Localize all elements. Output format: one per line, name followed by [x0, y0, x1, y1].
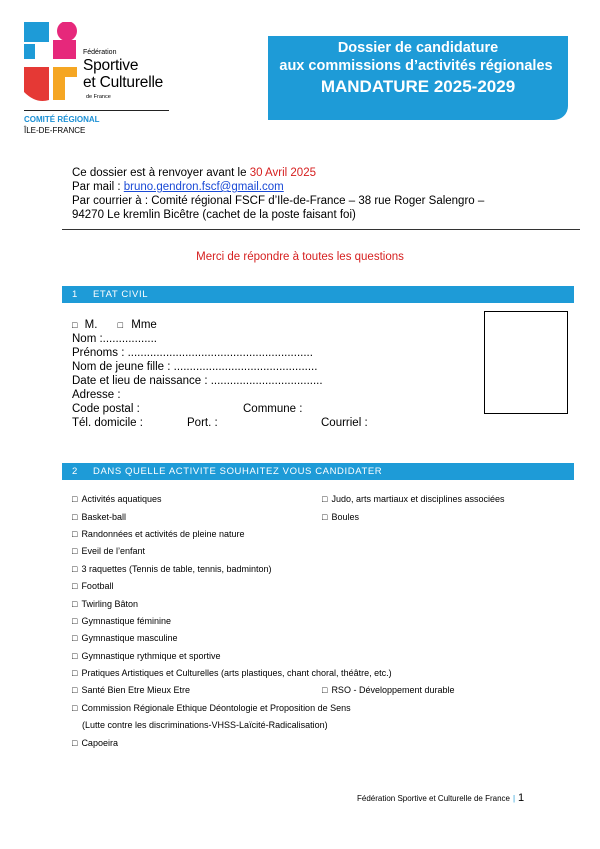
intro-divider [62, 229, 580, 230]
activity-item[interactable]: □ Commission Régionale Ethique Déontologie et Proposition de Sens [72, 703, 351, 713]
field-nom-jeune-fille[interactable]: Nom de jeune fille : ............................................. [72, 361, 318, 373]
banner-title-line2: aux commissions d’activités régionales [279, 58, 553, 74]
activity-item[interactable]: □ Gymnastique féminine [72, 616, 171, 626]
activity-item[interactable]: □ Activités aquatiques [72, 494, 162, 504]
field-courriel[interactable]: Courriel : [321, 417, 368, 429]
civilite-mme-label: Mme [131, 319, 157, 331]
checkbox-mme[interactable]: □ [117, 320, 124, 330]
activity-item[interactable]: □ Eveil de l’enfant [72, 546, 145, 556]
logo-federation-word: Fédération [83, 49, 117, 56]
checkbox-m[interactable]: □ [72, 320, 78, 330]
activity-item[interactable]: □ Judo, arts martiaux et disciplines associées [322, 494, 505, 504]
logo-line-culturelle: et Culturelle [83, 74, 164, 91]
activity-item[interactable]: □ 3 raquettes (Tennis de table, tennis, badminton) [72, 564, 272, 574]
field-nom[interactable]: Nom :................. [72, 333, 157, 345]
section2-title: DANS QUELLE ACTIVITE SOUHAITEZ VOUS CANDIDATER [93, 466, 383, 477]
photo-box[interactable] [484, 311, 568, 414]
banner-title-line1: Dossier de candidature [337, 40, 499, 56]
civilite-m-label: M. [84, 319, 98, 331]
section2-header [62, 463, 574, 480]
field-adresse[interactable]: Adresse : [72, 389, 121, 401]
activity-item[interactable]: □ Boules [322, 512, 359, 522]
merci-notice: Merci de répondre à toutes les questions [196, 251, 404, 263]
section1-number: 1 [72, 289, 78, 300]
activity-item[interactable]: □ Pratiques Artistiques et Culturelles (arts plastiques, chant choral, théâtre, etc.) [72, 668, 392, 678]
footer-text: Fédération Sportive et Culturelle de France [357, 794, 510, 803]
field-naissance[interactable]: Date et lieu de naissance : ................................... [72, 375, 323, 387]
banner-mandature: MANDATURE 2025-2029 [320, 77, 516, 96]
courrier-line2: 94270 Le kremlin Bicêtre (cachet de la poste faisant foi) [72, 209, 356, 221]
logo-divider [24, 110, 169, 111]
logo-line-france: de France [86, 94, 111, 100]
deadline-prefix: Ce dossier est à renvoyer avant le [72, 167, 250, 179]
activity-item[interactable]: □ Basket-ball [72, 512, 126, 522]
mail-line [72, 180, 284, 194]
deadline-line [72, 166, 316, 180]
fscf-logo-mark [24, 22, 80, 104]
activity-item[interactable]: □ Football [72, 581, 114, 591]
activity-item[interactable]: □ Gymnastique rythmique et sportive [72, 651, 221, 661]
field-commune[interactable]: Commune : [243, 403, 303, 415]
logo-region: ÎLE-DE-FRANCE [24, 126, 86, 135]
logo-line-sportive: Sportive [83, 57, 139, 74]
logo-comite: COMITÉ RÉGIONAL [24, 115, 100, 124]
header-banner [268, 36, 568, 120]
section2-number: 2 [72, 466, 78, 477]
field-code-postal[interactable]: Code postal : [72, 403, 140, 415]
footer-separator: | [512, 794, 516, 803]
activity-item[interactable]: □ Santé Bien Etre Mieux Etre [72, 685, 190, 695]
field-tel-domicile[interactable]: Tél. domicile : [72, 417, 143, 429]
page-number: 1 [518, 792, 525, 804]
field-portable[interactable]: Port. : [187, 417, 218, 429]
field-prenoms[interactable]: Prénoms : .......................................................... [72, 347, 313, 359]
activity-item[interactable]: □ Twirling Bâton [72, 599, 138, 609]
activity-item[interactable]: □ Gymnastique masculine [72, 633, 178, 643]
mail-prefix: Par mail : [72, 181, 124, 193]
activity-continuation: (Lutte contre les discriminations-VHSS-Laïcité-Radicalisation) [82, 720, 328, 730]
mail-link[interactable]: bruno.gendron.fscf@gmail.com [123, 181, 284, 193]
activity-item[interactable]: □ Randonnées et activités de pleine nature [72, 529, 245, 539]
activity-item[interactable]: □ RSO - Développement durable [322, 685, 455, 695]
section1-title: ETAT CIVIL [93, 289, 149, 300]
courrier-line1: Par courrier à : Comité régional FSCF d’Ile-de-France – 38 rue Roger Salengro – [72, 195, 485, 207]
deadline-date: 30 Avril 2025 [249, 167, 316, 179]
activity-item[interactable]: □ Capoeira [72, 738, 118, 748]
section1-header [62, 286, 574, 303]
civilite-row [72, 318, 157, 332]
page-footer [357, 792, 524, 804]
